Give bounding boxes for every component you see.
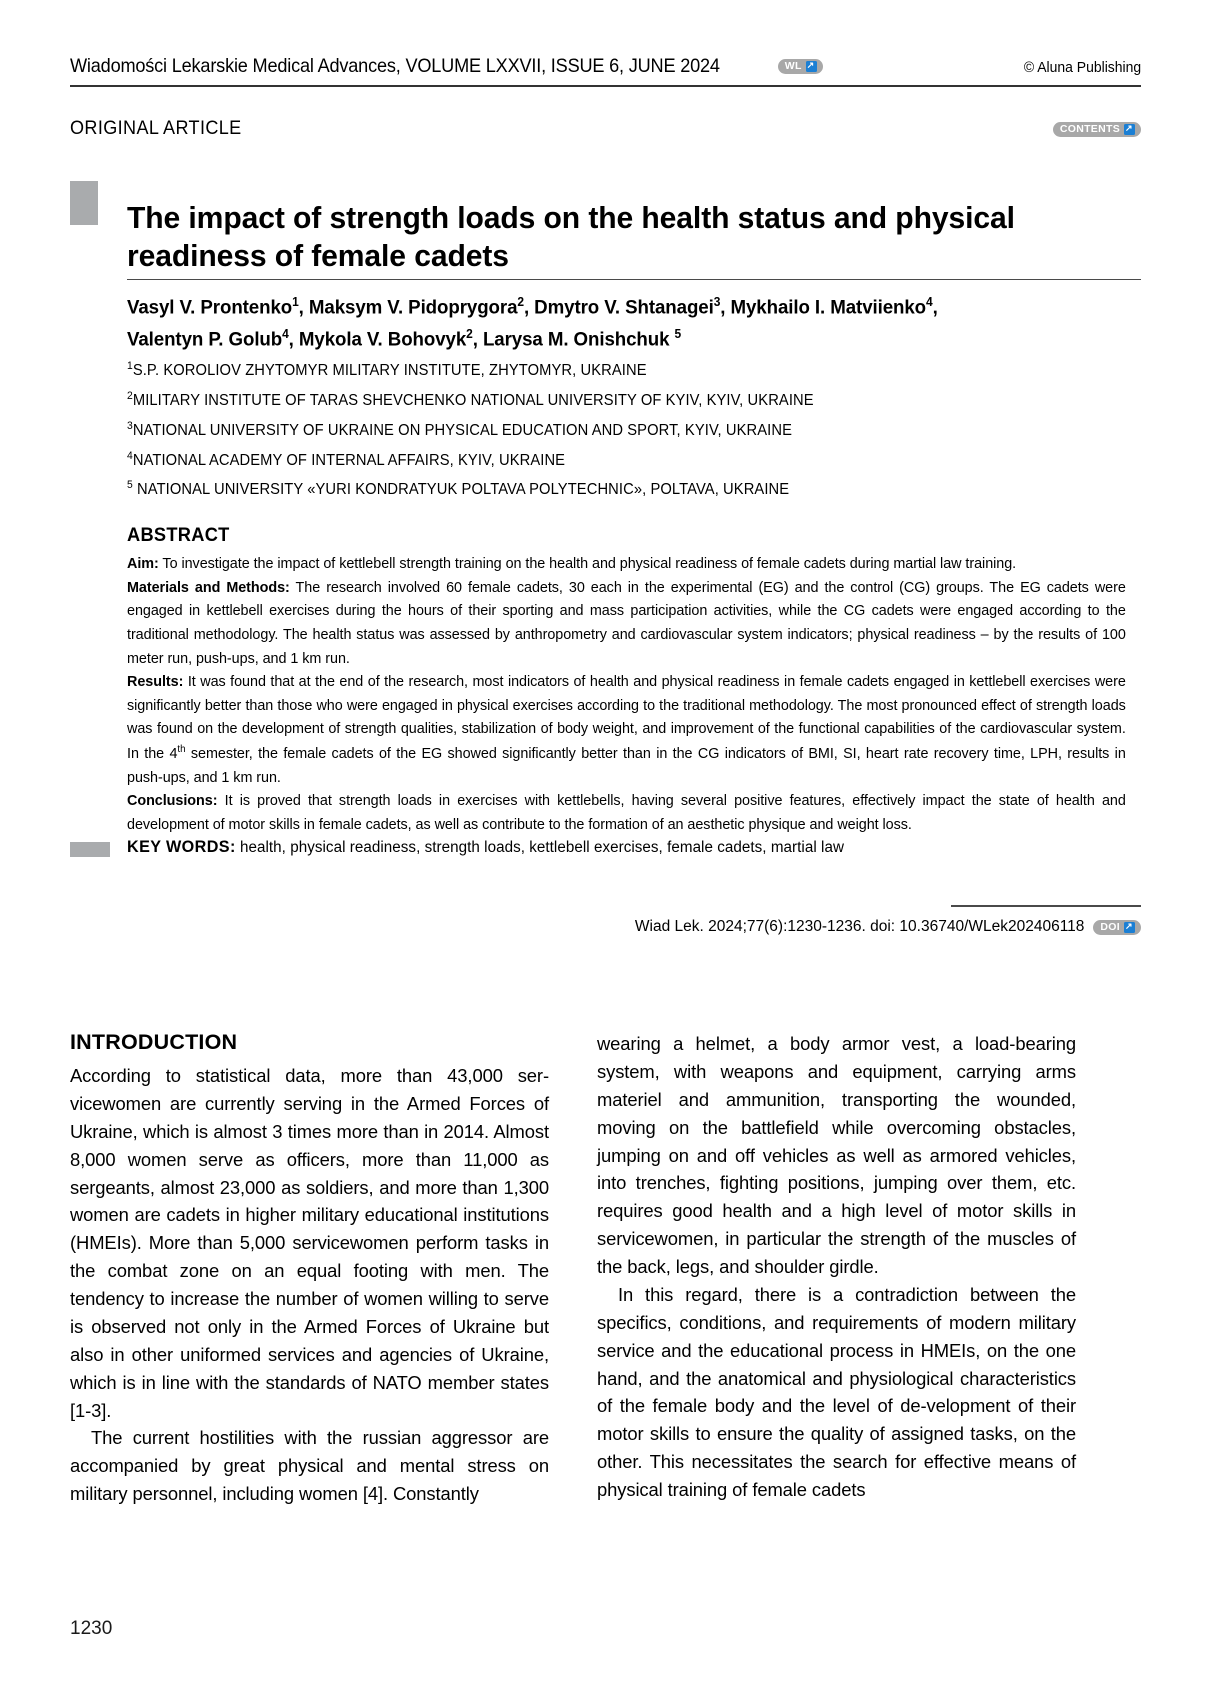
abstract-results	[127, 671, 1126, 790]
copyright-notice: © Aluna Publishing	[1023, 59, 1141, 76]
introduction-paragraph-3: wearing a helmet, a body armor vest, a load-bearing system, with weapons and equipment, carrying arms materiel and ammunition, transporting the wounded, moving on the battlefield while overcoming obstacles, jumping on and off vehicles as well as armored vehicles, into trenches, fighting positions, jumping over them, etc. requires good health and a high level of motor skills in servicewomen, in particular the strength of the muscles of the back, legs, and shoulder girdle.	[597, 1033, 1076, 1277]
introduction-paragraph-1: According to statistical data, more than 43,000 ser-vicewomen are currently serving in the Armed Forces of Ukraine, which is almost 3 times more than in 2014. Almost 8,000 women serve as officers, more than 11,000 as sergeants, almost 23,000 as soldiers, and more than 1,300 women are cadets in higher military educational institutions (HMEIs). More than 5,000 servicewomen perform tasks in the combat zone on an equal footing with men. The tendency to increase the number of women willing to serve is observed not only in the Armed Forces of Ukraine but also in other uniformed services and agencies of Ukraine, which is in line with the standards of NATO member states [1-3].	[70, 1065, 549, 1421]
affiliation-item: $^1$S.P. KOROLIOV ZHYTOMYR MILITARY INSTITUTE, ZHYTOMYR, UKRAINE	[127, 360, 647, 380]
external-link-icon	[1124, 922, 1135, 933]
citation-line	[635, 918, 1141, 936]
introduction-heading: INTRODUCTION	[70, 1030, 238, 1054]
page-number: 1230	[70, 1618, 113, 1639]
external-link-icon	[1124, 124, 1135, 135]
abstract-heading: ABSTRACT	[127, 525, 230, 546]
abstract-results-text-2: semester, the female cadets of the EG showed significantly better than in the CG indicators of BMI, SI, heart rate recovery time, LPH, results in push-ups, and 1 km run.	[127, 745, 1126, 786]
citation-text: Wiad Lek. 2024;77(6):1230-1236. doi: 10.36740/WLek202406118	[634, 918, 1085, 935]
doi-badge-label: DOI	[1100, 920, 1120, 933]
contents-link-badge[interactable]	[1053, 122, 1141, 137]
affiliation-item: $^5$ NATIONAL UNIVERSITY «YURI KONDRATYUK POLTAVA POLYTECHNIC», POLTAVA, UKRAINE	[127, 479, 790, 499]
body-columns	[70, 1030, 1141, 1508]
abstract-section	[127, 525, 1141, 838]
doi-link-badge[interactable]	[1093, 920, 1141, 935]
keywords-row	[70, 838, 1141, 857]
contents-badge-label: CONTENTS	[1059, 122, 1120, 135]
abstract-results-text-1: It was found that at the end of the research, most indicators of health and physical readiness in female cadets engaged in kettlebell exercises were significantly better than those who were engaged in physical exercises according to the traditional methodology. The most pronounced effect of strength loads was found on the development of strength qualities, stabilization of body weight, and improvement of the functional capabilities of the cardiovascular system. In the 4	[127, 674, 1126, 762]
keywords-accent-bar	[70, 842, 110, 857]
citation-divider	[951, 905, 1141, 907]
keywords-text	[127, 838, 844, 857]
abstract-methods-text: The research involved 60 female cadets, 30 each in the experimental (EG) and the control (CG) groups. The EG cadets were engaged in kettlebell exercises during the hours of their sporting and mass participation activities, while the CG cadets were engaged according to the traditional methodology. The health status was assessed by anthropometry and cardiovascular system indicators; physical readiness – by the results of 100 meter run, push-ups, and 1 km run.	[127, 579, 1126, 667]
abstract-aim	[127, 553, 1126, 577]
abstract-results-ordinal: th	[177, 744, 186, 756]
title-divider	[127, 279, 1141, 280]
title-block	[70, 178, 1141, 295]
keywords-values: health, physical readiness, strength loads, kettlebell exercises, female cadets, martial law	[235, 839, 844, 856]
introduction-paragraph-2: The current hostilities with the russian aggressor are accompanied by great physical and mental stress on military personnel, including women [4]. Constantly	[70, 1427, 549, 1505]
authors-block	[127, 292, 1141, 505]
affiliation-item: $^3$NATIONAL UNIVERSITY OF UKRAINE ON PHYSICAL EDUCATION AND SPORT, KYIV, UKRAINE	[127, 419, 793, 439]
column-right	[597, 1030, 1076, 1508]
wl-link-badge[interactable]	[778, 59, 823, 74]
article-type-row	[70, 118, 1141, 140]
abstract-conclusions-text: It is proved that strength loads in exercises with kettlebells, having several positive features, effectively impact the state of health and development of motor skills in female cadets, as well as contribute to the formation of an aesthetic physique and weight loss.	[127, 793, 1126, 833]
page-title: The impact of strength loads on the health status and physical readiness of female cadets	[127, 199, 1015, 273]
abstract-conclusions-label: Conclusions:	[127, 793, 218, 810]
column-left	[70, 1030, 549, 1508]
affiliation-item: $^2$MILITARY INSTITUTE OF TARAS SHEVCHENKO NATIONAL UNIVERSITY OF KYIV, KYIV, UKRAINE	[127, 389, 814, 410]
running-head-left	[70, 55, 823, 78]
introduction-paragraph-4: In this regard, there is a contradiction between the specifics, conditions, and requirements of modern military service and the educational process in HMEIs, on the one hand, and the anatomical and physiological characteristics of the female body and the level of de-velopment of their motor skills to ensure the quality of assigned tasks, on the other. This necessitates the search for effective means of physical training of female cadets	[597, 1283, 1076, 1500]
running-head	[70, 55, 1141, 87]
journal-issue-line: Wiadomości Lekarskie Medical Advances, VOLUME LXXVII, ISSUE 6, JUNE 2024	[70, 55, 720, 77]
keywords-label: KEY WORDS:	[127, 838, 236, 856]
abstract-methods-label: Materials and Methods:	[127, 579, 290, 596]
author-line-2: Valentyn P. Golub$^4$, Mykola V. Bohovyk$^2$, Larysa M. Onishchuk $^5$	[127, 327, 682, 351]
abstract-methods	[127, 577, 1126, 672]
wl-badge-label: WL	[784, 60, 802, 73]
author-line-1: Vasyl V. Prontenko$^1$, Maksym V. Pidoprygora$^2$, Dmytro V. Shtanagei$^3$, Mykhailo I. Matviienko$^4$,	[127, 295, 938, 319]
abstract-conclusions	[127, 790, 1126, 837]
title-accent-bar	[70, 181, 98, 225]
abstract-results-label: Results:	[127, 674, 184, 691]
affiliation-item: $^4$NATIONAL ACADEMY OF INTERNAL AFFAIRS, KYIV, UKRAINE	[127, 449, 566, 469]
affiliation-list	[127, 356, 1141, 505]
article-type-label: ORIGINAL ARTICLE	[70, 118, 242, 139]
external-link-icon	[806, 61, 817, 72]
abstract-aim-text: To investigate the impact of kettlebell strength training on the health and physical readiness of female cadets during martial law training.	[158, 556, 1017, 572]
abstract-aim-label: Aim:	[127, 556, 159, 572]
